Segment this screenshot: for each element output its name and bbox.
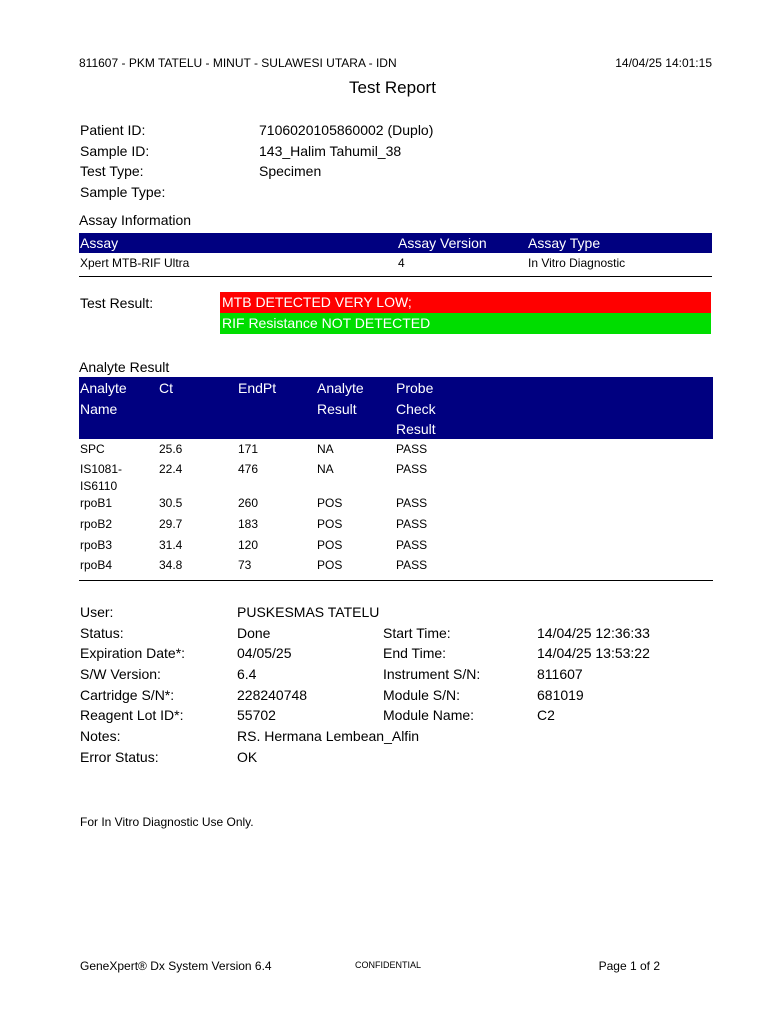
probe-check-result: PASS: [396, 462, 428, 476]
test-result-label: Test Result:: [80, 295, 154, 311]
col-endpt: EndPt: [238, 380, 277, 396]
analyte-result: POS: [317, 558, 343, 572]
footer-confidential: CONFIDENTIAL: [355, 960, 422, 970]
module-name-value: C2: [537, 707, 555, 723]
footer-system-version: GeneXpert® Dx System Version 6.4: [80, 959, 272, 973]
analyte-name: SPC: [80, 442, 105, 456]
sample-id-label: Sample ID:: [80, 143, 150, 159]
analyte-ct: 34.8: [159, 558, 183, 572]
assay-header-bar: [79, 233, 712, 253]
error-status-label: Error Status:: [80, 749, 159, 765]
page-title: Test Report: [349, 78, 436, 97]
col-analyte-name-2: Name: [80, 401, 118, 417]
assay-col-type: Assay Type: [528, 235, 601, 251]
analyte-ct: 29.7: [159, 517, 183, 531]
expiration-date-value: 04/05/25: [237, 645, 292, 661]
analyte-endpt: 260: [238, 496, 259, 510]
col-analyte-result-2: Result: [317, 401, 357, 417]
instrument-sn-value: 811607: [537, 666, 583, 682]
col-analyte-name-1: Analyte: [80, 380, 127, 396]
notes-value: RS. Hermana Lembean_Alfin: [237, 728, 420, 744]
col-probe-3: Result: [396, 421, 436, 437]
assay-col-version: Assay Version: [398, 235, 487, 251]
analyte-result: POS: [317, 517, 343, 531]
analyte-endpt: 476: [238, 462, 259, 476]
end-time-value: 14/04/25 13:53:22: [537, 645, 650, 661]
divider: [79, 276, 712, 277]
footer-page-number: Page 1 of 2: [598, 959, 660, 973]
reagent-lot-label: Reagent Lot ID*:: [80, 707, 184, 723]
end-time-label: End Time:: [383, 645, 447, 661]
analyte-endpt: 120: [238, 538, 259, 552]
error-status-value: OK: [237, 749, 258, 765]
assay-version: 4: [398, 256, 405, 270]
col-probe-1: Probe: [396, 380, 434, 396]
expiration-date-label: Expiration Date*:: [80, 645, 186, 661]
analyte-ct: 30.5: [159, 496, 183, 510]
analyte-ct: 22.4: [159, 462, 183, 476]
probe-check-result: PASS: [396, 517, 428, 531]
probe-check-result: PASS: [396, 496, 428, 510]
analyte-result: POS: [317, 538, 343, 552]
analyte-endpt: 171: [238, 442, 259, 456]
test-type-value: Specimen: [259, 163, 322, 179]
sw-version-label: S/W Version:: [80, 666, 161, 682]
disclaimer: For In Vitro Diagnostic Use Only.: [80, 815, 254, 829]
analyte-endpt: 183: [238, 517, 259, 531]
probe-check-result: PASS: [396, 538, 428, 552]
report-datetime: 14/04/25 14:01:15: [615, 56, 712, 70]
assay-col-assay: Assay: [80, 235, 119, 251]
analyte-name-cont: IS6110: [80, 479, 118, 493]
cartridge-sn-value: 228240748: [237, 687, 308, 703]
analyte-name: rpoB1: [80, 496, 113, 510]
notes-label: Notes:: [80, 728, 121, 744]
result-rif-resistance: RIF Resistance NOT DETECTED: [220, 313, 711, 334]
module-sn-label: Module S/N:: [383, 687, 461, 703]
analyte-result: NA: [317, 442, 334, 456]
analyte-result: NA: [317, 462, 334, 476]
analyte-name: rpoB2: [80, 517, 113, 531]
sample-id-value: 143_Halim Tahumil_38: [259, 143, 402, 159]
reagent-lot-value: 55702: [237, 707, 276, 723]
cartridge-sn-label: Cartridge S/N*:: [80, 687, 175, 703]
col-probe-2: Check: [396, 401, 436, 417]
status-value: Done: [237, 625, 271, 641]
assay-section-title: Assay Information: [79, 212, 192, 228]
user-label: User:: [80, 604, 114, 620]
analyte-section-title: Analyte Result: [79, 359, 170, 375]
site-header: 811607 - PKM TATELU - MINUT - SULAWESI UTARA - IDN: [79, 56, 397, 70]
analyte-name: IS1081-: [80, 462, 123, 476]
module-sn-value: 681019: [537, 687, 584, 703]
analyte-name: rpoB3: [80, 538, 113, 552]
analyte-header-bar: [79, 377, 713, 439]
user-value: PUSKESMAS TATELU: [237, 604, 380, 620]
col-analyte-result-1: Analyte: [317, 380, 364, 396]
assay-name: Xpert MTB-RIF Ultra: [80, 256, 190, 270]
analyte-name: rpoB4: [80, 558, 113, 572]
analyte-endpt: 73: [238, 558, 252, 572]
divider: [79, 580, 713, 581]
test-type-label: Test Type:: [80, 163, 144, 179]
sw-version-value: 6.4: [237, 666, 257, 682]
start-time-value: 14/04/25 12:36:33: [537, 625, 650, 641]
module-name-label: Module Name:: [383, 707, 475, 723]
patient-id-value: 7106020105860002 (Duplo): [259, 122, 434, 138]
patient-id-label: Patient ID:: [80, 122, 146, 138]
analyte-ct: 25.6: [159, 442, 183, 456]
probe-check-result: PASS: [396, 442, 428, 456]
sample-type-label: Sample Type:: [80, 184, 166, 200]
probe-check-result: PASS: [396, 558, 428, 572]
analyte-result: POS: [317, 496, 343, 510]
instrument-sn-label: Instrument S/N:: [383, 666, 481, 682]
start-time-label: Start Time:: [383, 625, 451, 641]
assay-type: In Vitro Diagnostic: [528, 256, 626, 270]
analyte-ct: 31.4: [159, 538, 183, 552]
status-label: Status:: [80, 625, 124, 641]
result-mtb-detected: MTB DETECTED VERY LOW;: [220, 292, 711, 313]
col-ct: Ct: [159, 380, 173, 396]
